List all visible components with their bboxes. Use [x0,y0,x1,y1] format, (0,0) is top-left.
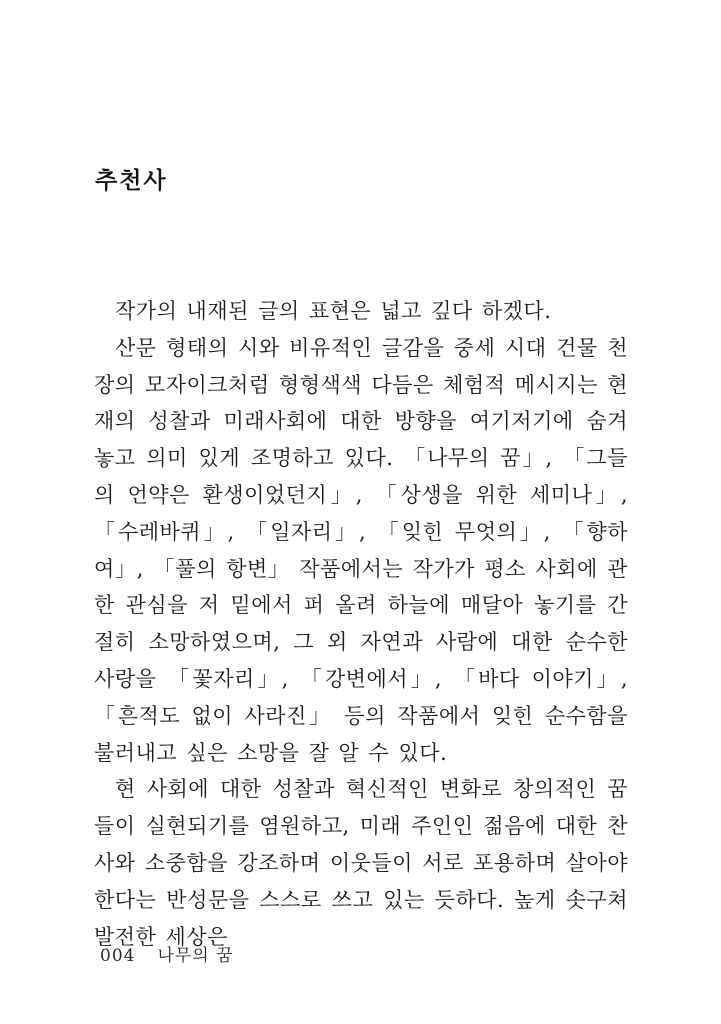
page-footer [100,941,234,966]
body-text [94,293,628,955]
page-number: 004 [100,946,136,966]
paragraph-2: 산문 형태의 시와 비유적인 글감을 중세 시대 건물 천장의 모자이크처럼 형형색색 다듬은 체험적 메시지는 현재의 성찰과 미래사회에 대한 방향을 여기저기에 숨겨 놓고 의미 있게 조명하고 있다. 「나무의 꿈」, 「그들의 언약은 환생이었던지」, 「상생을 위한 세미나」, 「수레바퀴」, 「일자리」, 「잊힌 무엇의」, 「향하여」, 「풀의 항변」 작품에서는 작가가 평소 사회에 관한 관심을 저 밑에서 퍼 올려 하늘에 매달아 놓기를 간절히 소망하였으며, 그 외 자연과 사람에 대한 순수한 사랑을 「꽃자리」, 「강변에서」, 「바다 이야기」, 「흔적도 없이 사라진」 등의 작품에서 잊힌 순수함을 불러내고 싶은 소망을 잘 알 수 있다. [94,335,628,765]
paragraph-3: 현 사회에 대한 성찰과 혁신적인 변화로 창의적인 꿈들이 실현되기를 염원하고, 미래 주인인 젊음에 대한 찬사와 소중함을 강조하며 이웃들이 서로 포용하며 살아야 한다는 반성문을 스스로 쓰고 있는 듯하다. 높게 솟구쳐 발전한 세상은 [94,777,628,949]
book-title: 나무의 꿈 [157,946,234,966]
page-title: 추천사 [95,167,168,194]
paragraph-1: 작가의 내재된 글의 표현은 넓고 깊다 하겠다. [115,299,552,323]
